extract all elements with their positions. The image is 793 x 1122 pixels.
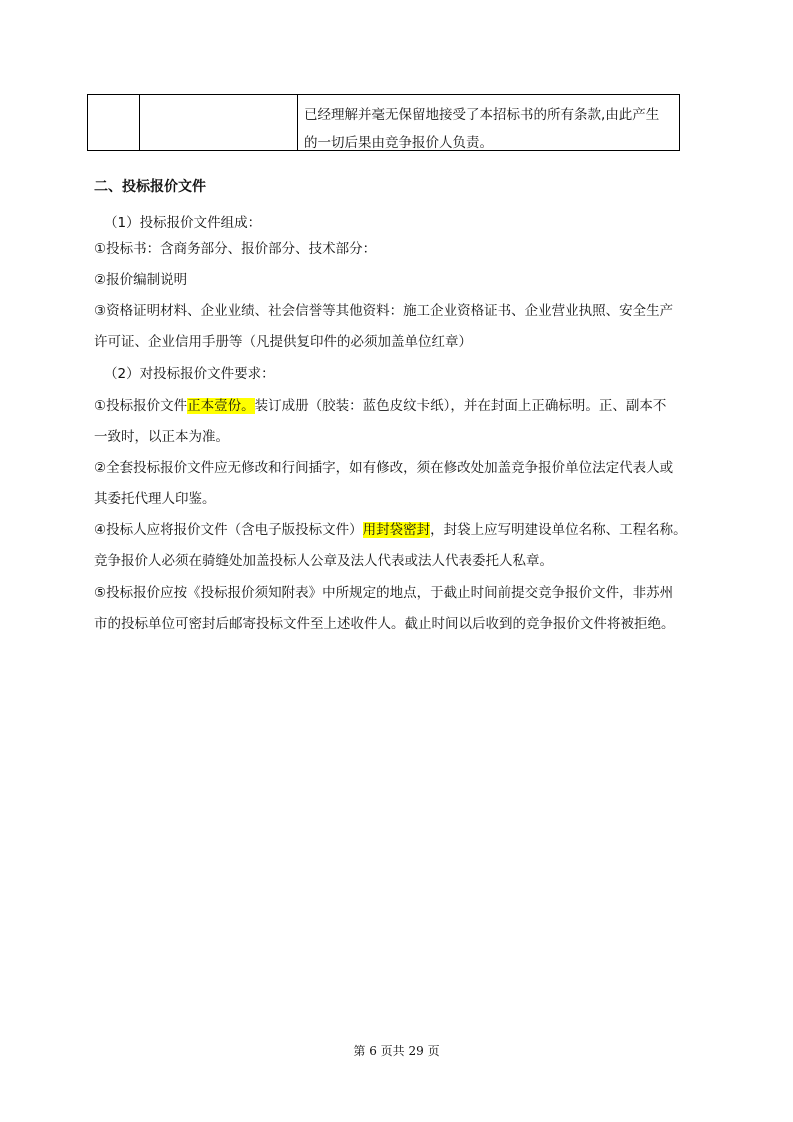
req4-pre: ④投标人应将报价文件（含电子版投标文件） — [94, 522, 363, 538]
req1-line2: 一致时，以正本为准。 — [94, 429, 229, 445]
item1-title: （1）投标报价文件组成： — [104, 215, 262, 231]
item2-title: （2）对投标报价文件要求： — [104, 366, 275, 382]
item1-c-line1: ③资格证明材料、企业业绩、社会信誉等其他资料：施工企业资格证书、企业营业执照、安全生产 — [94, 303, 674, 319]
req5-line1: ⑤投标报价应按《投标报价须知附表》中所规定的地点，于截止时间前提交竞争报价文件，非苏州 — [94, 585, 674, 601]
req4-post: ，封袋上应写明建设单位名称、工程名称。 — [430, 522, 687, 538]
highlight-original-copy: 正本壹份。 — [187, 398, 255, 414]
item1-b: ②报价编制说明 — [94, 272, 188, 288]
page-number: 第 6 页共 29 页 — [353, 1044, 440, 1058]
item1-a: ①投标书：含商务部分、报价部分、技术部分： — [94, 241, 377, 257]
table-cell-number — [88, 95, 140, 150]
item1-c-line2: 许可证、企业信用手册等（凡提供复印件的必须加盖单位红章） — [94, 334, 472, 350]
table-cell-text-line: 的一切后果由竞争报价人负责。 — [304, 135, 493, 151]
req1-post: 装订成册（胶装：蓝色皮纹卡纸），并在封面上正确标明。正、副本不 — [254, 398, 667, 414]
table-cell-text-line: 已经理解并毫无保留地接受了本招标书的所有条款,由此产生 — [304, 107, 660, 123]
table-cell-item — [140, 95, 298, 150]
req2-line1: ②全套投标报价文件应无修改和行间插字，如有修改，须在修改处加盖竞争报价单位法定代表人或 — [94, 460, 674, 476]
section-heading: 二、投标报价文件 — [94, 179, 206, 195]
req1-pre: ①投标报价文件 — [94, 398, 188, 414]
terms-table-row — [87, 94, 680, 151]
req5-line2: 市的投标单位可密封后邮寄投标文件至上述收件人。截止时间以后收到的竞争报价文件将被拒绝。 — [94, 616, 675, 632]
req4-line2: 竞争报价人必须在骑缝处加盖投标人公章及法人代表或法人代表委托人私章。 — [94, 553, 553, 569]
table-cell-content — [298, 95, 679, 150]
req4-line1 — [94, 520, 687, 540]
highlight-sealed-envelope: 用封袋密封 — [362, 522, 431, 538]
req2-line2: 其委托代理人印鉴。 — [94, 491, 216, 507]
req1-line1 — [94, 396, 666, 416]
